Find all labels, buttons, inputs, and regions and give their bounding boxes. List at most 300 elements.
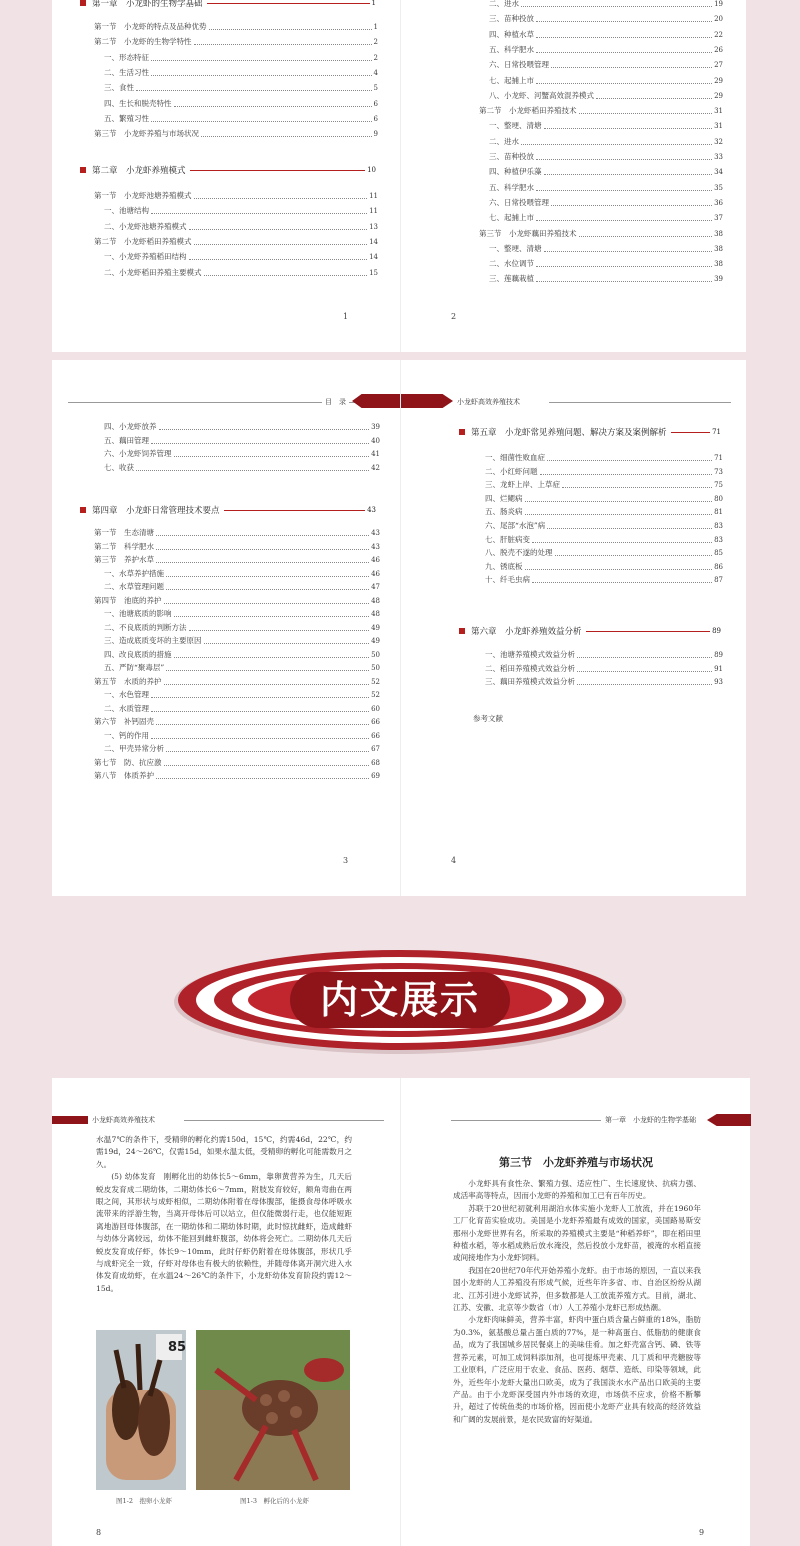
toc-entry-label: 八、小龙虾、河蟹高效混养模式: [489, 90, 594, 100]
dot-leader: [579, 236, 713, 237]
dot-leader: [151, 121, 372, 122]
toc-entry-page: 71: [714, 454, 723, 462]
toc-entry-page: 68: [371, 758, 380, 767]
dot-leader: [194, 44, 372, 45]
toc-entry-label: 一、水色管理: [104, 690, 149, 699]
dot-leader: [156, 562, 369, 563]
dot-leader: [156, 535, 369, 536]
dot-leader: [536, 159, 712, 160]
toc-entry-page: 38: [714, 244, 723, 253]
dot-leader: [536, 190, 712, 191]
paragraph: 苏联于20世纪初就利用湖泊水体实施小龙虾人工放流，并在1960年工厂化育苗实验成功。美国是小龙虾养殖最有成效的国家，美国路易斯安那州小龙虾世界有名，所采取的养殖模式主要是“种稻养虾”，即在稻田里种植水稻，等水稻成熟后放水淹没，然后投放小龙虾苗，被淹的水稻直接或间接地作为小龙虾饲料。: [453, 1203, 701, 1263]
toc-subsection-entry: [489, 91, 723, 101]
chapter-marker-icon: [80, 0, 86, 6]
toc-entry-page: 2: [373, 53, 378, 62]
toc-section-entry: [94, 542, 380, 552]
page-number: 8: [96, 1528, 102, 1537]
toc-entry-page: 46: [371, 569, 380, 578]
header-logo-icon: [352, 394, 400, 408]
toc-entry-label: 二、生活习性: [104, 67, 149, 77]
dot-leader: [194, 244, 368, 245]
toc-subsection-entry: [485, 521, 723, 531]
toc-subsection-entry: [104, 744, 380, 754]
dot-leader: [156, 778, 369, 779]
toc-subsection-entry: [485, 548, 723, 558]
figure-caption: 图1-3 孵化后的小龙虾: [240, 1497, 309, 1505]
toc-subsection-entry: [485, 575, 723, 585]
toc-entry-page: 6: [373, 114, 378, 123]
toc-section-entry: [94, 22, 378, 32]
dot-leader: [189, 630, 370, 631]
toc-entry-label: 二、小龙虾稻田养殖主要模式: [104, 267, 202, 277]
toc-section-entry: [94, 129, 378, 139]
toc-entry-page: 83: [714, 535, 723, 544]
chapter-marker-icon: [80, 507, 86, 513]
toc-section-entry: [94, 596, 380, 606]
toc-entry-page: 40: [371, 436, 380, 445]
toc-subsection-entry: [104, 422, 380, 432]
chapter-heading: 第六章 小龙虾养殖效益分析 89: [459, 625, 721, 637]
toc-subsection-entry: [485, 494, 723, 504]
toc-entry-label: 三、莲藕栽植: [489, 274, 534, 284]
toc-subsection-entry: [104, 436, 380, 446]
toc-entry-page: 37: [714, 214, 723, 223]
toc-subsection-entry: [104, 99, 378, 109]
toc-entry-label: 十、纤毛虫病: [485, 575, 530, 585]
toc-section-entry: [94, 771, 380, 781]
running-header: [184, 1120, 384, 1121]
running-header: [451, 1120, 601, 1121]
chapter-heading: 第四章 小龙虾日常管理技术要点 43: [80, 504, 376, 516]
toc-entry-label: 二、水质管理: [104, 703, 149, 713]
toc-entry-page: 36: [714, 198, 723, 207]
header-title: 目 录: [322, 397, 349, 407]
dot-leader: [532, 542, 712, 543]
paragraph: (5) 幼体发育 刚孵化出的幼体长5～6mm，靠卵黄营养为生，几天后蜕皮发育成二期幼体，二期幼体长6～7mm，附肢发育较好，额角弯曲在两眼之间，其形状与成虾相似，二期幼体附着在母体腹部，能摄食母体呼吸水流带来的浮游生物，当离开母体后可以站立，但仅能微弱行走，也仅能短距离地游回母体腹部，在一期幼体和二期幼体时期，此时惊扰雌虾，造成雌虾与幼体分离较远，幼体不能回到雌虾腹部，幼体将会死亡。二期幼体几天后蜕皮发育成仔虾，体长9～10mm，此时仔虾仍附着在母体腹部，形状几乎与成虾完全一致，仔虾对母体也有极大的依赖性，并随母体离开洞穴进入水体发育成幼虾，在水温24～26℃的条件下，小龙虾幼体发育阶段约需12～15d。: [96, 1172, 352, 1293]
page-number: 3: [343, 856, 349, 865]
toc-subsection-entry: [489, 30, 723, 40]
toc-subsection-entry: [104, 114, 378, 124]
toc-entry-page: 93: [714, 678, 723, 687]
toc-subsection-entry: [104, 206, 378, 216]
toc-entry-page: 14: [369, 253, 378, 262]
running-header: [549, 402, 731, 403]
toc-entry-page: 41: [371, 450, 380, 458]
dot-leader: [166, 751, 369, 752]
paragraph: 水温7℃的条件下，受精卵的孵化约需150d，15℃，约需46d，22℃，约需19d，24～26℃，仅需15d，如果水温太低，受精卵的孵化可能需数月之久。: [96, 1135, 352, 1169]
chapter-title: 第四章 小龙虾日常管理技术要点: [92, 506, 220, 516]
dot-leader: [551, 67, 712, 68]
dot-leader: [204, 643, 370, 644]
toc-entry-page: 39: [714, 275, 723, 284]
toc-entry-label: 三、苗种投放: [489, 152, 534, 161]
toc-entry-label: 六、日常投喂管理: [489, 60, 549, 70]
toc-page-2: [400, 0, 746, 352]
toc-entry-label: 四、生长和脱壳特性: [104, 98, 172, 108]
dot-leader: [525, 514, 713, 515]
toc-entry-page: 22: [714, 30, 723, 39]
toc-subsection-entry: [489, 152, 723, 162]
toc-subsection-entry: [104, 731, 380, 741]
toc-entry-label: 八、脱壳不遂的处理: [485, 548, 553, 558]
toc-section-entry: [94, 555, 380, 565]
toc-entry-label: 二、小龙虾池塘养殖模式: [104, 221, 187, 231]
chapter-marker-icon: [459, 628, 465, 634]
toc-entry-page: 60: [371, 704, 380, 713]
toc-entry-label: 二、甲壳异常分析: [104, 744, 164, 753]
toc-section-entry: [479, 229, 723, 239]
toc-entry-page: 43: [371, 542, 380, 551]
toc-entry-label: 五、藕田管理: [104, 435, 149, 445]
toc-entry-label: 二、水位调节: [489, 259, 534, 269]
dot-leader: [166, 589, 369, 590]
page-number: 4: [451, 856, 457, 865]
dot-leader: [536, 52, 712, 53]
toc-subsection-entry: [485, 650, 723, 660]
dot-leader: [151, 738, 369, 739]
dot-leader: [151, 697, 369, 698]
toc-entry-label: 第四节 池底的养护: [94, 595, 162, 605]
dot-leader: [536, 220, 712, 221]
toc-entry-label: 二、水草管理问题: [104, 582, 164, 591]
body-page-9: [400, 1078, 750, 1546]
paragraph: 小龙虾具有食性杂、繁殖力强、适应性广、生长速度快、抗病力强、成活率高等特点，因而小龙虾的养殖和加工已有百年历史。: [453, 1179, 701, 1201]
toc-entry-page: 2: [373, 38, 378, 47]
toc-entry-label: 二、进水: [489, 0, 519, 8]
toc-entry-page: 49: [371, 637, 380, 645]
dot-leader: [521, 6, 712, 7]
toc-entry-label: 第七节 防、抗应激: [94, 757, 162, 767]
toc-entry-page: 1: [373, 23, 378, 31]
toc-section-entry: [94, 717, 380, 727]
toc-entry-page: 52: [371, 691, 380, 699]
toc-entry-label: 一、池塘结构: [104, 206, 149, 216]
toc-entry-page: 35: [714, 183, 723, 192]
toc-entry-label: 三、食性: [104, 83, 134, 93]
toc-entry-label: 一、池塘底质的影响: [104, 609, 172, 618]
toc-subsection-entry: [104, 53, 378, 63]
toc-entry-page: 47: [371, 583, 380, 591]
toc-subsection-entry: [489, 244, 723, 254]
dot-leader: [521, 144, 712, 145]
toc-subsection-entry: [485, 453, 723, 463]
dot-leader: [577, 671, 712, 672]
toc-entry-label: 九、锈底板: [485, 561, 523, 571]
toc-entry-page: 52: [371, 677, 380, 686]
dot-leader: [156, 549, 369, 550]
toc-entry-label: 第三节 小龙虾养殖与市场状况: [94, 129, 199, 139]
toc-entry-page: 91: [714, 664, 723, 673]
paragraph: 我国在20世纪70年代开始养殖小龙虾。由于市场的原因，一直以来我国小龙虾的人工养殖没有形成气候，近些年许多省、市、自治区纷纷从湖北、江苏引进小龙虾试养，但多数都是人工放流养殖方式。目前，湖北、江苏、安徽、北京等少数省（市）人工养殖小龙虾已形成热潮。: [453, 1265, 701, 1313]
toc-entry-label: 三、藕田养殖模式效益分析: [485, 677, 575, 687]
toc-subsection-entry: [104, 83, 378, 93]
toc-subsection-entry: [104, 582, 380, 592]
toc-page-4: [400, 360, 746, 896]
toc-entry-page: 89: [714, 651, 723, 659]
toc-entry-label: 第一节 小龙虾的特点及品种优势: [94, 22, 207, 31]
dot-leader: [166, 670, 369, 671]
toc-subsection-entry: [489, 60, 723, 70]
toc-entry-label: 一、整埂、清塘: [489, 243, 542, 253]
toc-page-3: [52, 360, 400, 896]
dot-leader: [164, 684, 370, 685]
toc-subsection-entry: [485, 677, 723, 687]
dot-leader: [164, 765, 370, 766]
dot-leader: [547, 460, 712, 461]
toc-entry-label: 四、小龙虾放养: [104, 422, 157, 431]
toc-entry-page: 50: [371, 664, 380, 672]
toc-entry-page: 32: [714, 137, 723, 146]
toc-entry-page: 66: [371, 718, 380, 726]
chapter-marker-icon: [80, 167, 86, 173]
dot-leader: [151, 443, 369, 444]
toc-entry-label: 六、日常投喂管理: [489, 197, 549, 207]
toc-entry-label: 一、水草养护措施: [104, 568, 164, 578]
toc-entry-page: 27: [714, 61, 723, 70]
toc-entry-label: 三、造成底质变坏的主要原因: [104, 636, 202, 645]
toc-entry-label: 第三节 小龙虾藕田养殖技术: [479, 228, 577, 238]
toc-entry-page: 29: [714, 76, 723, 85]
dot-leader: [151, 60, 372, 61]
toc-subsection-entry: [489, 213, 723, 223]
toc-entry-page: 11: [369, 207, 378, 216]
toc-entry-page: 38: [714, 229, 723, 238]
dot-leader: [525, 569, 713, 570]
toc-entry-label: 五、科学肥水: [489, 44, 534, 54]
toc-subsection-entry: [104, 252, 378, 262]
dot-leader: [596, 98, 712, 99]
toc-section-entry: [94, 191, 378, 201]
toc-subsection-entry: [104, 449, 380, 459]
toc-entry-page: 38: [714, 260, 723, 269]
dot-leader: [189, 229, 368, 230]
chapter-heading: 第二章 小龙虾养殖模式 10: [80, 164, 376, 176]
toc-subsection-entry: [104, 609, 380, 619]
toc-entry-page: 81: [714, 508, 723, 517]
dot-leader: [156, 724, 369, 725]
dot-leader: [525, 501, 713, 502]
toc-entry-page: 67: [371, 745, 380, 753]
toc-subsection-entry: [489, 45, 723, 55]
toc-entry-page: 31: [714, 122, 723, 131]
page-number: 9: [699, 1528, 705, 1537]
dot-leader: [555, 555, 713, 556]
dot-leader: [562, 487, 712, 488]
references-label: 参考文献: [473, 714, 503, 723]
toc-entry-page: 9: [373, 130, 378, 139]
photo-label: 85: [168, 1340, 187, 1355]
chapter-marker-icon: [459, 429, 465, 435]
header-title: 小龙虾高效养殖技术: [92, 1116, 155, 1124]
toc-section-entry: [94, 237, 378, 247]
toc-subsection-entry: [489, 137, 723, 147]
header-title: 小龙虾高效养殖技术: [457, 398, 520, 406]
toc-entry-page: 50: [371, 650, 380, 659]
toc-entry-page: 39: [371, 423, 380, 431]
toc-entry-label: 三、龙虾上岸、上草症: [485, 480, 560, 490]
toc-entry-page: 48: [371, 596, 380, 605]
toc-section-entry: [94, 37, 378, 47]
toc-entry-label: 四、烂鳃病: [485, 493, 523, 503]
toc-entry-page: 69: [371, 772, 380, 780]
photo-crayfish-hatched: [196, 1330, 350, 1490]
toc-subsection-entry: [489, 14, 723, 24]
dot-leader: [204, 275, 368, 276]
toc-entry-label: 五、严防“聚毒层”: [104, 663, 165, 672]
toc-entry-label: 第五节 水质的养护: [94, 676, 162, 686]
chapter-heading: 第五章 小龙虾常见养殖问题、解决方案及案例解析 71: [459, 426, 721, 438]
toc-subsection-entry: [104, 463, 380, 473]
dot-leader: [540, 474, 713, 475]
toc-entry-label: 第六节 补钙固壳: [94, 717, 154, 726]
toc-subsection-entry: [104, 690, 380, 700]
toc-subsection-entry: [489, 198, 723, 208]
toc-subsection-entry: [104, 623, 380, 633]
toc-entry-label: 五、繁殖习性: [104, 113, 149, 123]
toc-entry-page: 31: [714, 107, 723, 116]
toc-entry-page: 48: [371, 610, 380, 618]
body-text: [96, 1134, 352, 1295]
toc-entry-label: 第八节 体质养护: [94, 771, 154, 780]
toc-entry-label: 七、起捕上市: [489, 75, 534, 85]
dot-leader: [544, 128, 713, 129]
toc-entry-page: 83: [714, 522, 723, 530]
toc-entry-page: 13: [369, 222, 378, 231]
toc-entry-page: 85: [714, 549, 723, 558]
toc-section-entry: [479, 106, 723, 116]
chapter-heading: 第一章 小龙虾的生物学基础 1: [80, 0, 376, 9]
toc-subsection-entry: [489, 0, 723, 9]
page-number: 1: [343, 312, 349, 321]
toc-subsection-entry: [104, 650, 380, 660]
dot-leader: [174, 456, 370, 457]
toc-entry-label: 一、钙的作用: [104, 730, 149, 740]
dot-leader: [544, 251, 713, 252]
toc-entry-page: 42: [371, 463, 380, 472]
toc-entry-label: 四、种植伊乐藻: [489, 167, 542, 177]
toc-entry-page: 11: [369, 192, 378, 200]
toc-subsection-entry: [104, 636, 380, 646]
toc-entry-label: 一、小龙虾养殖稻田结构: [104, 252, 187, 262]
body-page-8: [52, 1078, 400, 1546]
dot-leader: [536, 266, 712, 267]
toc-entry-label: 七、收获: [104, 462, 134, 472]
toc-subsection-entry: [489, 76, 723, 86]
dot-leader: [166, 576, 369, 577]
dot-leader: [151, 75, 372, 76]
dot-leader: [547, 528, 712, 529]
toc-subsection-entry: [485, 562, 723, 572]
toc-entry-page: 15: [369, 268, 378, 277]
toc-subsection-entry: [104, 704, 380, 714]
toc-section-entry: [94, 677, 380, 687]
page-number: 2: [451, 312, 457, 321]
toc-entry-page: 43: [371, 529, 380, 537]
chapter-title: 第一章 小龙虾的生物学基础: [92, 0, 203, 9]
toc-entry-label: 三、苗种投放: [489, 14, 534, 24]
dot-leader: [194, 198, 368, 199]
dot-leader: [577, 657, 712, 658]
section-title: 第三节 小龙虾养殖与市场状况: [499, 1156, 653, 1169]
dot-leader: [189, 259, 368, 260]
toc-entry-label: 第二节 科学肥水: [94, 541, 154, 551]
toc-entry-page: 49: [371, 623, 380, 632]
toc-entry-page: 4: [373, 68, 378, 77]
body-text: [453, 1178, 701, 1426]
dot-leader: [536, 21, 712, 22]
toc-section-entry: [94, 528, 380, 538]
toc-entry-label: 一、形态特征: [104, 52, 149, 62]
toc-entry-label: 六、小龙虾饲养管理: [104, 449, 172, 458]
dot-leader: [577, 684, 712, 685]
dot-leader: [159, 429, 370, 430]
toc-entry-label: 一、整埂、清塘: [489, 121, 542, 131]
toc-entry-label: 四、改良底质的措施: [104, 649, 172, 659]
running-header: [68, 402, 400, 403]
toc-subsection-entry: [104, 268, 378, 278]
toc-entry-page: 87: [714, 576, 723, 585]
toc-subsection-entry: [104, 222, 378, 232]
toc-entry-page: 20: [714, 15, 723, 24]
dot-leader: [209, 29, 372, 30]
toc-entry-page: 73: [714, 467, 723, 476]
toc-subsection-entry: [485, 535, 723, 545]
dot-leader: [151, 213, 367, 214]
dot-leader: [136, 470, 369, 471]
toc-entry-page: 6: [373, 99, 378, 108]
dot-leader: [174, 616, 370, 617]
toc-subsection-entry: [104, 569, 380, 579]
dot-leader: [536, 83, 712, 84]
toc-subsection-entry: [489, 167, 723, 177]
header-logo-icon: [52, 1116, 88, 1124]
toc-subsection-entry: [489, 274, 723, 284]
toc-entry-label: 二、小红虾问题: [485, 466, 538, 476]
toc-subsection-entry: [489, 183, 723, 193]
toc-entry-label: 第二节 小龙虾的生物学特性: [94, 37, 192, 47]
toc-subsection-entry: [485, 480, 723, 490]
toc-entry-page: 66: [371, 731, 380, 740]
figure-caption: 图1-2 抱卵小龙虾: [116, 1497, 172, 1505]
toc-subsection-entry: [489, 259, 723, 269]
toc-entry-label: 第二节 小龙虾稻田养殖模式: [94, 236, 192, 246]
toc-entry-page: 75: [714, 481, 723, 490]
dot-leader: [201, 136, 372, 137]
chapter-title: 第五章 小龙虾常见养殖问题、解决方案及案例解析: [471, 428, 667, 438]
toc-subsection-entry: [104, 68, 378, 78]
dot-leader: [136, 90, 372, 91]
dot-leader: [551, 205, 712, 206]
dot-leader: [164, 603, 370, 604]
toc-entry-label: 五、科学肥水: [489, 182, 534, 192]
toc-entry-label: 七、起捕上市: [489, 213, 534, 223]
toc-entry-page: 33: [714, 153, 723, 161]
dot-leader: [151, 711, 369, 712]
toc-section-entry: [94, 758, 380, 768]
toc-entry-page: 14: [369, 237, 378, 246]
toc-entry-page: 29: [714, 91, 723, 100]
toc-entry-label: 一、细菌性败血症: [485, 453, 545, 462]
toc-entry-label: 一、池塘养殖模式效益分析: [485, 650, 575, 659]
toc-entry-page: 86: [714, 562, 723, 571]
dot-leader: [579, 113, 713, 114]
toc-entry-label: 六、尾部“水泡”病: [485, 521, 546, 530]
dot-leader: [174, 657, 370, 658]
toc-entry-label: 第一节 生态清塘: [94, 528, 154, 537]
toc-entry-label: 五、肠炎病: [485, 507, 523, 517]
toc-entry-label: 二、进水: [489, 136, 519, 146]
toc-entry-page: 46: [371, 556, 380, 564]
